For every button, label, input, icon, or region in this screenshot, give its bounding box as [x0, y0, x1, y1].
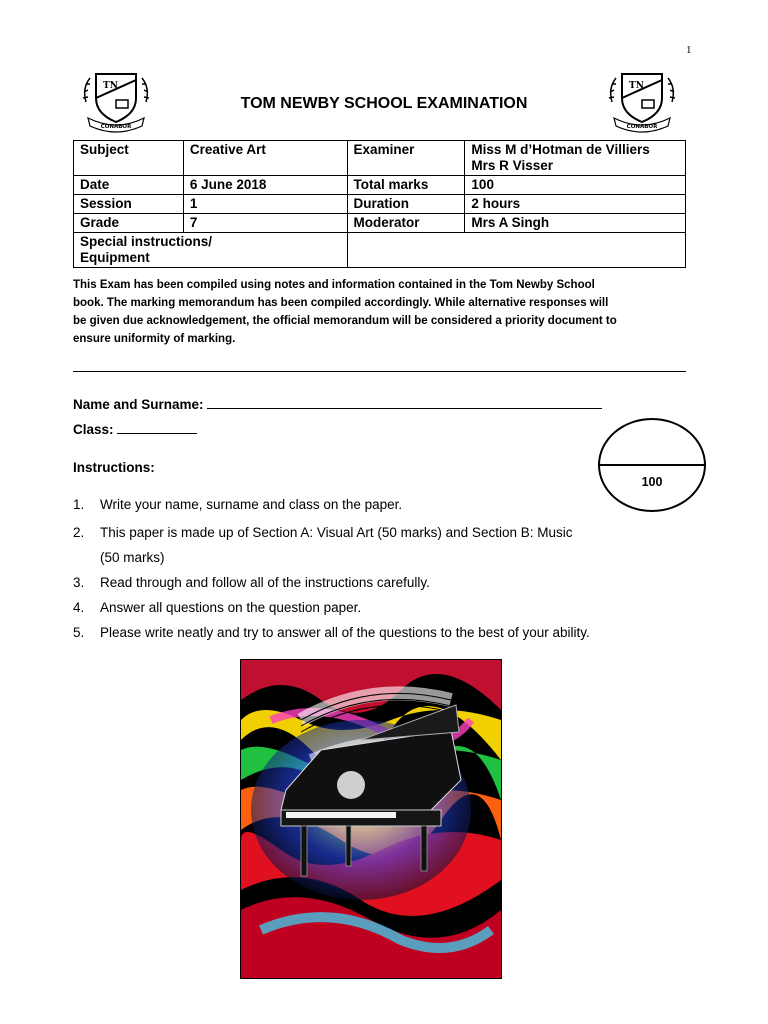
table-row	[74, 195, 686, 214]
examiner-value	[465, 141, 686, 176]
date-value: 6 June 2018	[183, 176, 347, 195]
session-label: Session	[74, 195, 184, 214]
list-item-text: Answer all questions on the question paper.	[100, 600, 362, 615]
subject-value: Creative Art	[183, 141, 347, 176]
total-marks-value: 100	[465, 176, 686, 195]
svg-text:TN: TN	[103, 81, 118, 91]
table-row	[74, 214, 686, 233]
marks-divider	[598, 464, 706, 466]
list-item-text: This paper is made up of Section A: Visual Art (50 marks) and Section B: Music	[100, 525, 573, 540]
notice-line-1: This Exam has been compiled using notes and information contained in the Tom Newby School	[73, 279, 595, 291]
examiner-label: Examiner	[347, 141, 465, 176]
moderator-value: Mrs A Singh	[465, 214, 686, 233]
svg-text:CONABOR: CONABOR	[626, 124, 658, 130]
notice-line-4: ensure uniformity of marking.	[73, 333, 236, 345]
list-item-text: Write your name, surname and class on the paper.	[100, 497, 403, 512]
date-label: Date	[74, 176, 184, 195]
page-number: 1	[686, 44, 692, 56]
grade-label: Grade	[74, 214, 184, 233]
list-item-number: 3.	[73, 575, 85, 590]
class-field	[73, 419, 197, 437]
list-item	[73, 492, 673, 517]
session-value: 1	[183, 195, 347, 214]
class-label: Class:	[73, 422, 114, 437]
total-marks-label: Total marks	[347, 176, 465, 195]
list-item-number: 2.	[73, 525, 85, 540]
list-item-text: Read through and follow all of the instructions carefully.	[100, 575, 430, 590]
duration-label: Duration	[347, 195, 465, 214]
table-row	[74, 233, 686, 268]
list-item	[73, 620, 673, 645]
list-item	[73, 570, 673, 595]
list-item	[73, 520, 673, 570]
divider	[73, 371, 686, 372]
page-title: TOM NEWBY SCHOOL EXAMINATION	[240, 95, 528, 112]
moderator-label: Moderator	[347, 214, 465, 233]
list-item-number: 4.	[73, 600, 85, 615]
exam-info-table	[73, 140, 686, 268]
name-input-line[interactable]	[207, 394, 602, 409]
name-label: Name and Surname:	[73, 397, 204, 412]
svg-text:TN: TN	[629, 81, 644, 91]
exam-notice	[73, 276, 693, 348]
examiner-name-1: Miss M d’Hotman de Villiers	[471, 142, 650, 157]
list-item-number: 1.	[73, 497, 85, 512]
table-row	[74, 141, 686, 176]
list-item	[73, 595, 673, 620]
special-instructions-label	[74, 233, 348, 268]
notice-line-2: book. The marking memorandum has been compiled accordingly. While alternative responses will	[73, 297, 609, 309]
list-item-number: 5.	[73, 625, 85, 640]
special-instructions-line-1: Special instructions/	[80, 234, 213, 249]
grand-piano-artwork-icon	[240, 659, 502, 979]
table-row	[74, 176, 686, 195]
duration-value: 2 hours	[465, 195, 686, 214]
special-instructions-value	[347, 233, 685, 268]
svg-text:CONABOR: CONABOR	[100, 124, 132, 130]
class-input-line[interactable]	[117, 419, 197, 434]
examiner-name-2: Mrs R Visser	[471, 158, 553, 173]
marks-total: 100	[641, 475, 663, 489]
list-item-text: Please write neatly and try to answer all of the questions to the best of your ability.	[100, 625, 590, 640]
name-field	[73, 394, 602, 412]
list-item-text-continued: (50 marks)	[100, 550, 165, 565]
grade-value: 7	[183, 214, 347, 233]
notice-line-3: be given due acknowledgement, the official memorandum will be considered a priority document to	[73, 315, 617, 327]
special-instructions-line-2: Equipment	[80, 250, 150, 265]
subject-label: Subject	[74, 141, 184, 176]
instructions-heading: Instructions:	[73, 460, 155, 475]
